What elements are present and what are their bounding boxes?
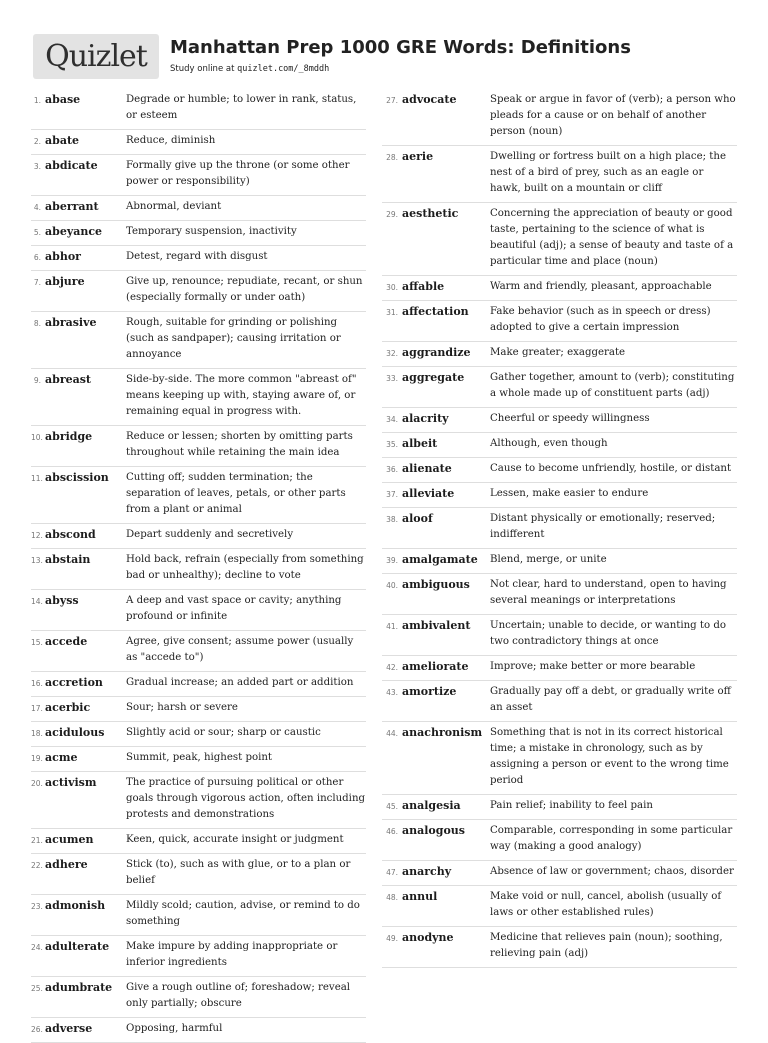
term-number: 43. xyxy=(386,688,398,697)
term-number: 30. xyxy=(386,283,398,292)
term-number: 13. xyxy=(31,556,43,565)
term-definition: Comparable, corresponding in some particular way (making a good analogy) xyxy=(490,825,733,852)
term-definition: Make void or null, cancel, abolish (usually of laws or other established rules) xyxy=(490,891,722,918)
term-row xyxy=(382,549,737,574)
term-row xyxy=(382,301,737,342)
term-definition: Although, even though xyxy=(490,438,608,449)
term-definition: Absence of law or government; chaos, disorder xyxy=(490,866,734,877)
term-number: 10. xyxy=(31,433,43,442)
term-row xyxy=(31,467,366,524)
term-number: 35. xyxy=(386,440,398,449)
term-row xyxy=(382,483,737,508)
term-word: anodyne xyxy=(402,931,454,944)
term-word: amalgamate xyxy=(402,553,478,566)
term-word: abate xyxy=(45,134,80,147)
term-row xyxy=(31,936,366,977)
term-row xyxy=(382,146,737,203)
term-definition: Dwelling or fortress built on a high place; the nest of a bird of prey, such as an eagle or hawk, built on a mountain or cliff xyxy=(490,151,726,194)
term-number: 36. xyxy=(386,465,398,474)
term-number: 2. xyxy=(33,137,41,146)
term-number: 29. xyxy=(386,210,398,219)
term-definition: Hold back, refrain (especially from something bad or unhealthy); decline to vote xyxy=(126,554,364,581)
subtitle-prefix: Study online at xyxy=(170,64,235,74)
term-definition: Formally give up the throne (or some other power or responsibility) xyxy=(126,160,350,187)
term-word: alleviate xyxy=(402,487,455,500)
right-term-column xyxy=(382,89,737,968)
term-number: 38. xyxy=(386,515,398,524)
term-word: admonish xyxy=(45,899,106,912)
term-row xyxy=(31,549,366,590)
term-number: 26. xyxy=(31,1025,43,1034)
term-row xyxy=(31,672,366,697)
term-definition: Lessen, make easier to endure xyxy=(490,488,649,499)
page-header xyxy=(33,34,738,80)
page-title: Manhattan Prep 1000 GRE Words: Definitions xyxy=(170,37,631,58)
term-row xyxy=(382,861,737,886)
term-definition: Medicine that relieves pain (noun); soothing, relieving pain (adj) xyxy=(490,932,723,959)
term-word: anachronism xyxy=(402,726,483,739)
term-word: aerie xyxy=(402,150,434,163)
term-word: activism xyxy=(45,776,97,789)
term-word: annul xyxy=(402,890,438,903)
term-row xyxy=(382,433,737,458)
term-definition: Cheerful or speedy willingness xyxy=(490,413,650,424)
term-row xyxy=(382,656,737,681)
term-word: adverse xyxy=(45,1022,93,1035)
term-number: 25. xyxy=(31,984,43,993)
term-definition: Speak or argue in favor of (verb); a person who pleads for a cause or on behalf of another person (noun) xyxy=(490,94,736,137)
term-word: aberrant xyxy=(45,200,99,213)
term-row xyxy=(31,631,366,672)
term-number: 16. xyxy=(31,679,43,688)
term-word: abridge xyxy=(45,430,93,443)
term-row xyxy=(382,458,737,483)
term-row xyxy=(31,747,366,772)
term-row xyxy=(382,615,737,656)
term-definition: Distant physically or emotionally; reserved; indifferent xyxy=(490,513,716,540)
term-row xyxy=(382,886,737,927)
term-number: 6. xyxy=(33,253,41,262)
term-word: advocate xyxy=(402,93,457,106)
term-number: 8. xyxy=(33,319,41,328)
term-number: 40. xyxy=(386,581,398,590)
term-definition: Mildly scold; caution, advise, or remind to do something xyxy=(126,900,360,927)
term-definition: Slightly acid or sour; sharp or caustic xyxy=(126,727,321,738)
term-number: 42. xyxy=(386,663,398,672)
term-row xyxy=(31,89,366,130)
term-row xyxy=(382,203,737,276)
term-word: abrasive xyxy=(45,316,97,329)
term-row xyxy=(382,681,737,722)
term-number: 18. xyxy=(31,729,43,738)
term-row xyxy=(31,524,366,549)
term-number: 21. xyxy=(31,836,43,845)
term-row xyxy=(31,895,366,936)
term-definition: Pain relief; inability to feel pain xyxy=(490,800,653,811)
term-number: 14. xyxy=(31,597,43,606)
term-definition: Stick (to), such as with glue, or to a plan or belief xyxy=(126,859,351,886)
term-row xyxy=(31,854,366,895)
term-word: aggregate xyxy=(402,371,465,384)
term-number: 27. xyxy=(386,96,398,105)
term-definition: Reduce, diminish xyxy=(126,135,216,146)
term-word: acumen xyxy=(45,833,94,846)
term-row xyxy=(382,574,737,615)
term-row xyxy=(31,312,366,369)
term-definition: Cause to become unfriendly, hostile, or distant xyxy=(490,463,732,474)
term-word: affable xyxy=(402,280,445,293)
term-word: accretion xyxy=(45,676,103,689)
term-definition: Agree, give consent; assume power (usually as "accede to") xyxy=(126,636,354,663)
term-word: adhere xyxy=(45,858,88,871)
term-definition: Rough, suitable for grinding or polishing (such as sandpaper); causing irritation or annoyance xyxy=(126,317,341,360)
term-word: abscond xyxy=(45,528,96,541)
term-definition: A deep and vast space or cavity; anything profound or infinite xyxy=(126,595,342,622)
term-word: adulterate xyxy=(45,940,110,953)
term-definition: Make impure by adding inappropriate or inferior ingredients xyxy=(126,941,338,968)
term-number: 48. xyxy=(386,893,398,902)
term-number: 7. xyxy=(33,278,41,287)
term-word: abase xyxy=(45,93,81,106)
term-row xyxy=(382,508,737,549)
term-definition: Side-by-side. The more common "abreast of" means keeping up with, staying aware of, or remaining equal in progress with. xyxy=(126,374,357,417)
term-row xyxy=(31,722,366,747)
term-definition: Depart suddenly and secretively xyxy=(126,529,294,540)
term-number: 9. xyxy=(33,376,41,385)
term-definition: The practice of pursuing political or other goals through vigorous action, often including protests and demonstrations xyxy=(126,777,366,820)
term-definition: Improve; make better or more bearable xyxy=(490,661,696,672)
term-definition: Sour; harsh or severe xyxy=(126,702,238,713)
term-row xyxy=(382,408,737,433)
term-number: 22. xyxy=(31,861,43,870)
term-definition: Cutting off; sudden termination; the separation of leaves, petals, or other parts from a plant or animal xyxy=(126,472,346,515)
term-number: 37. xyxy=(386,490,398,499)
term-definition: Something that is not in its correct historical time; a mistake in chronology, such as by assigning a person or event to the wrong time period xyxy=(490,727,729,786)
term-word: analogous xyxy=(402,824,465,837)
term-word: acerbic xyxy=(45,701,91,714)
term-row xyxy=(31,246,366,271)
term-definition: Abnormal, deviant xyxy=(126,201,222,212)
term-number: 47. xyxy=(386,868,398,877)
term-definition: Give a rough outline of; foreshadow; reveal only partially; obscure xyxy=(126,982,351,1009)
term-definition: Temporary suspension, inactivity xyxy=(126,226,297,237)
term-row xyxy=(31,697,366,722)
term-number: 46. xyxy=(386,827,398,836)
term-word: accede xyxy=(45,635,88,648)
term-number: 4. xyxy=(33,203,41,212)
term-word: analgesia xyxy=(402,799,461,812)
term-number: 19. xyxy=(31,754,43,763)
term-row xyxy=(382,722,737,795)
term-number: 20. xyxy=(31,779,43,788)
term-number: 33. xyxy=(386,374,398,383)
term-row xyxy=(382,795,737,820)
term-row xyxy=(31,1018,366,1043)
term-word: abdicate xyxy=(45,159,98,172)
quizlet-logo: Quizlet xyxy=(33,34,159,79)
term-number: 49. xyxy=(386,934,398,943)
term-number: 23. xyxy=(31,902,43,911)
term-row xyxy=(31,829,366,854)
term-definition: Make greater; exaggerate xyxy=(490,347,626,358)
term-row xyxy=(31,155,366,196)
term-word: ameliorate xyxy=(402,660,469,673)
term-row xyxy=(31,772,366,829)
term-row xyxy=(382,342,737,367)
term-definition: Fake behavior (such as in speech or dress) adopted to give a certain impression xyxy=(490,306,711,333)
term-row xyxy=(31,590,366,631)
term-definition: Not clear, hard to understand, open to having several meanings or interpretations xyxy=(490,579,727,606)
term-word: amortize xyxy=(402,685,457,698)
term-definition: Blend, merge, or unite xyxy=(490,554,607,565)
term-number: 28. xyxy=(386,153,398,162)
term-number: 32. xyxy=(386,349,398,358)
term-word: abhor xyxy=(45,250,81,263)
term-definition: Gather together, amount to (verb); constituting a whole made up of constituent parts (adj) xyxy=(490,372,735,399)
term-row xyxy=(31,977,366,1018)
term-number: 12. xyxy=(31,531,43,540)
term-word: abscission xyxy=(45,471,109,484)
term-number: 31. xyxy=(386,308,398,317)
study-link[interactable]: quizlet.com/_8mddh xyxy=(237,64,330,74)
term-word: affectation xyxy=(402,305,469,318)
term-word: abeyance xyxy=(45,225,103,238)
term-number: 1. xyxy=(33,96,41,105)
term-definition: Reduce or lessen; shorten by omitting parts throughout while retaining the main idea xyxy=(126,431,353,458)
term-number: 5. xyxy=(33,228,41,237)
term-word: abyss xyxy=(45,594,79,607)
term-number: 34. xyxy=(386,415,398,424)
page-subtitle xyxy=(170,64,329,74)
term-row xyxy=(382,927,737,968)
term-word: ambiguous xyxy=(402,578,470,591)
term-definition: Uncertain; unable to decide, or wanting to do two contradictory things at once xyxy=(490,620,727,647)
term-definition: Keen, quick, accurate insight or judgment xyxy=(126,834,344,845)
term-definition: Opposing, harmful xyxy=(126,1023,223,1034)
term-word: acme xyxy=(45,751,78,764)
term-row xyxy=(382,89,737,146)
term-definition: Summit, peak, highest point xyxy=(126,752,273,763)
term-word: alacrity xyxy=(402,412,449,425)
term-number: 41. xyxy=(386,622,398,631)
term-row xyxy=(31,196,366,221)
term-word: abstain xyxy=(45,553,91,566)
term-number: 44. xyxy=(386,729,398,738)
term-word: aesthetic xyxy=(402,207,459,220)
term-number: 17. xyxy=(31,704,43,713)
term-row xyxy=(31,271,366,312)
term-row xyxy=(31,130,366,155)
term-number: 24. xyxy=(31,943,43,952)
term-word: aloof xyxy=(402,512,433,525)
term-number: 3. xyxy=(33,162,41,171)
term-definition: Detest, regard with disgust xyxy=(126,251,268,262)
term-number: 11. xyxy=(31,474,43,483)
term-definition: Gradually pay off a debt, or gradually write off an asset xyxy=(490,686,731,713)
term-word: abreast xyxy=(45,373,92,386)
term-word: anarchy xyxy=(402,865,452,878)
left-term-column xyxy=(31,89,366,1043)
term-number: 45. xyxy=(386,802,398,811)
term-word: abjure xyxy=(45,275,85,288)
term-definition: Concerning the appreciation of beauty or good taste, pertaining to the science of what is beautiful (adj); a sense of beauty and taste of a particular time and place (noun) xyxy=(490,208,734,267)
term-definition: Degrade or humble; to lower in rank, status, or esteem xyxy=(126,94,357,121)
term-word: adumbrate xyxy=(45,981,113,994)
term-word: ambivalent xyxy=(402,619,471,632)
term-definition: Warm and friendly, pleasant, approachable xyxy=(490,281,712,292)
term-word: alienate xyxy=(402,462,452,475)
term-word: albeit xyxy=(402,437,438,450)
term-word: aggrandize xyxy=(402,346,471,359)
term-word: acidulous xyxy=(45,726,105,739)
term-number: 15. xyxy=(31,638,43,647)
term-definition: Give up, renounce; repudiate, recant, or shun (especially formally or under oath) xyxy=(126,276,363,303)
term-row xyxy=(382,367,737,408)
term-row xyxy=(31,369,366,426)
term-definition: Gradual increase; an added part or addition xyxy=(126,677,354,688)
term-row xyxy=(31,221,366,246)
term-row xyxy=(31,426,366,467)
term-number: 39. xyxy=(386,556,398,565)
term-row xyxy=(382,276,737,301)
term-row xyxy=(382,820,737,861)
